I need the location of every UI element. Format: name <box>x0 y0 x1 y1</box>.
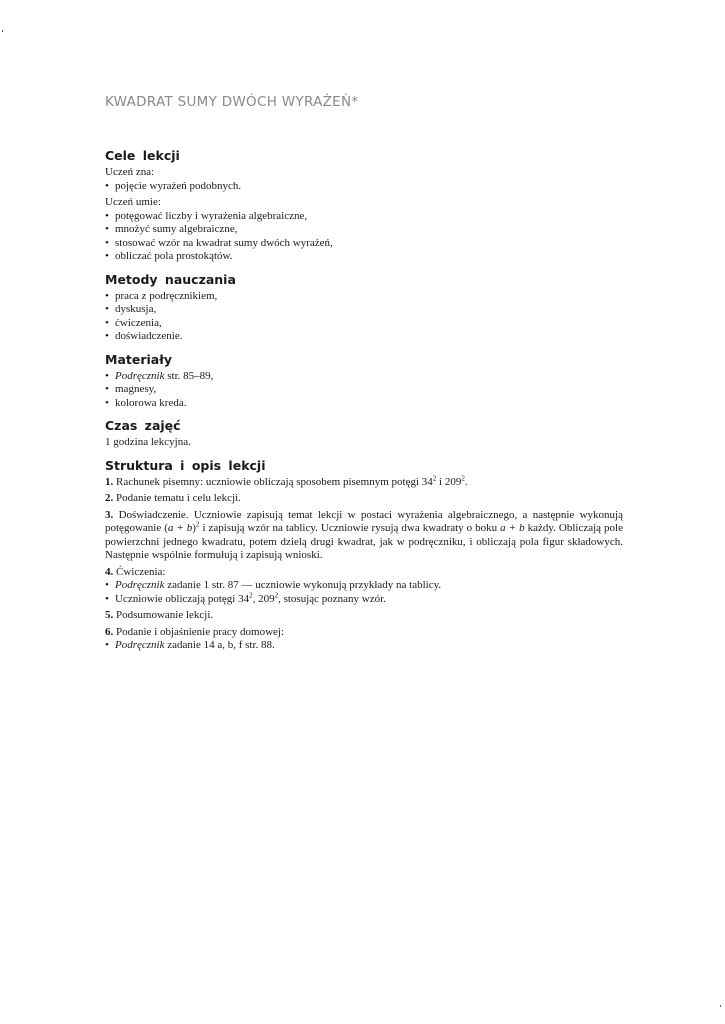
step-text: każdy. Obliczają pole powierzchni jednego kwadratu, potem dzielą drugi kwadrat, jak w podręczniku, i obliczają pola figur składowych. Następnie wspólnie formułują i zapisują wnioski. <box>105 522 623 561</box>
crop-mark-left <box>2 30 3 32</box>
step-4-list <box>105 579 623 606</box>
zna-list <box>105 180 623 194</box>
list-item: • pojęcie wyrażeń podobnych. <box>105 180 623 194</box>
step-4 <box>105 566 623 580</box>
book-title: Podręcznik <box>115 639 165 651</box>
section-heading-struktura: Struktura i opis lekcji <box>105 457 266 473</box>
metody-list <box>105 290 623 344</box>
step-3 <box>105 509 623 563</box>
step-2 <box>105 492 623 506</box>
step-text: Ćwiczenia: <box>113 565 166 578</box>
list-item-text: , 209 <box>252 592 275 605</box>
section-metody <box>105 272 623 344</box>
superscript: 2 <box>461 473 465 482</box>
superscript: 2 <box>274 590 279 599</box>
list-item <box>105 370 623 384</box>
list-item: • mnożyć sumy algebraiczne, <box>105 223 623 237</box>
zna-label: Uczeń zna: <box>105 166 155 178</box>
list-item-text: , stosując poznany wzór. <box>278 592 386 605</box>
list-item: • doświadczenie. <box>105 330 623 344</box>
superscript: 2 <box>432 473 437 482</box>
umie-list <box>105 210 623 264</box>
list-item <box>105 579 623 593</box>
step-text: i zapisują wzór na tablicy. Uczniowie rysują dwa kwadraty o boku <box>199 522 501 534</box>
list-item: • ćwiczenia, <box>105 317 623 331</box>
umie-label: Uczeń umie: <box>105 196 161 208</box>
step-text: Podsumowanie lekcji. <box>113 609 214 621</box>
list-item: • kolorowa kreda. <box>105 397 623 411</box>
step-number: 6. <box>105 625 114 638</box>
crop-mark-right <box>720 1005 721 1007</box>
book-title: Podręcznik <box>115 369 165 382</box>
step-number: 1. <box>105 475 114 488</box>
list-item <box>105 639 623 653</box>
list-item-text: zadanie 14 a, b, f str. 88. <box>164 639 275 651</box>
list-item-text: str. 85–89, <box>164 369 214 382</box>
step-text: . <box>464 475 468 488</box>
step-number: 3. <box>105 508 114 521</box>
section-heading-metody: Metody nauczania <box>105 271 236 287</box>
superscript: 2 <box>249 590 253 599</box>
step-number: 4. <box>105 565 114 578</box>
section-czas <box>105 418 623 450</box>
materialy-list <box>105 370 623 411</box>
step-text: Podanie i objaśnienie pracy domowej: <box>113 625 285 638</box>
step-text: ) <box>192 522 196 534</box>
math-expression: a + b <box>500 522 525 534</box>
step-text: Podanie tematu i celu lekcji. <box>113 492 241 504</box>
section-heading-cele: Cele lekcji <box>105 148 180 163</box>
section-struktura <box>105 458 623 653</box>
step-text: Rachunek pisemny: uczniowie obliczają sposobem pisemnym potęgi 34 <box>113 475 433 488</box>
superscript: 2 <box>195 520 200 529</box>
section-materialy <box>105 352 623 411</box>
document-page <box>105 94 623 661</box>
list-item <box>105 590 623 607</box>
step-5 <box>105 609 623 623</box>
list-item: • praca z podręcznikiem, <box>105 290 623 304</box>
list-item: • dyskusja, <box>105 303 623 317</box>
list-item: • potęgować liczby i wyrażenia algebraiczne, <box>105 210 623 224</box>
list-item: • stosować wzór na kwadrat sumy dwóch wyrażeń, <box>105 237 623 251</box>
step-text: i 209 <box>436 475 462 488</box>
step-number: 2. <box>105 492 114 504</box>
book-title: Podręcznik <box>115 579 165 591</box>
step-text: Doświadczenie. Uczniowie zapisują temat lekcji w postaci wyrażenia algebraicznego, a następnie wykonują potęgowanie ( <box>105 508 623 534</box>
section-cele <box>105 148 623 264</box>
page-title: KWADRAT SUMY DWÓCH WYRAŻEŃ* <box>105 94 359 110</box>
list-item: • magnesy, <box>105 383 623 397</box>
list-item-text: Uczniowie obliczają potęgi 34 <box>115 592 250 605</box>
list-item-text: zadanie 1 str. 87 — uczniowie wykonują przykłady na tablicy. <box>164 579 442 591</box>
step-6 <box>105 626 623 640</box>
math-expression: a + b <box>167 522 193 534</box>
section-heading-materialy: Materiały <box>105 351 172 367</box>
step-1 <box>105 473 623 490</box>
section-heading-czas: Czas zajęć <box>105 418 181 433</box>
step-6-list <box>105 639 623 653</box>
czas-text: 1 godzina lekcyjna. <box>105 436 191 448</box>
step-number: 5. <box>105 609 114 621</box>
list-item: • obliczać pola prostokątów. <box>105 250 623 264</box>
